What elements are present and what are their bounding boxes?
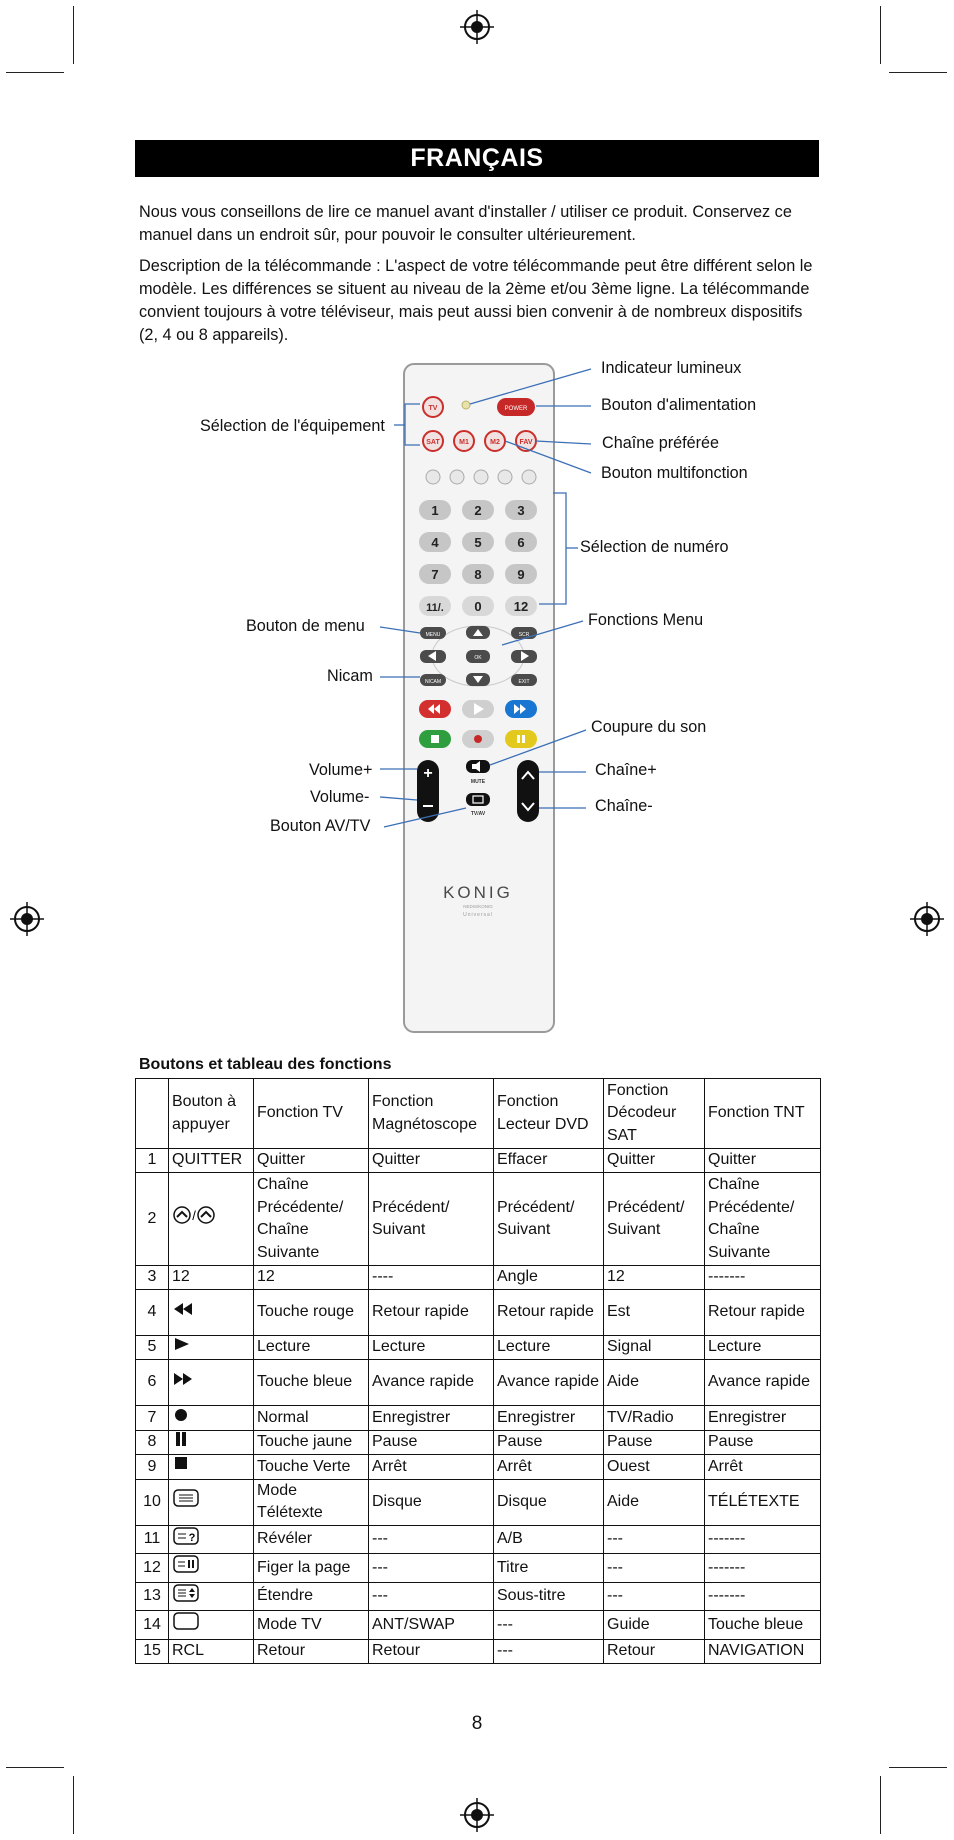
table-row [136,1406,821,1431]
row-number-cell: 2 [136,1173,169,1266]
tv-function-cell: Chaîne Précédente/ Chaîne Suivante [254,1173,369,1266]
button-cell: QUITTER [169,1149,254,1173]
dvd-function-cell: Précédent/ Suivant [494,1173,604,1266]
callout-ch-down: Chaîne- [595,797,653,815]
button-cell [169,1554,254,1583]
header-cell: Bouton à appuyer [169,1079,254,1149]
dvd-function-cell: Arrêt [494,1455,604,1480]
svg-text:8: 8 [474,567,482,582]
svg-text:7: 7 [431,567,439,582]
table-row [136,1430,821,1455]
crop-mark [889,1767,947,1768]
row-number-cell: 6 [136,1360,169,1406]
function-table [135,1078,821,1664]
vcr-function-cell: Lecture [369,1336,494,1360]
button-cell [169,1336,254,1360]
dvd-function-cell: Lecture [494,1336,604,1360]
page-number: 8 [471,1713,483,1734]
vcr-function-cell: Retour rapide [369,1290,494,1336]
teletext-icon [172,1488,200,1516]
callout-favorite: Chaîne préférée [602,434,719,452]
svg-text:NICAM: NICAM [424,679,442,685]
svg-text:1: 1 [431,503,439,518]
dvd-function-cell: --- [494,1611,604,1640]
sat-function-cell: Quitter [604,1149,705,1173]
expand-icon [172,1583,200,1611]
button-cell [169,1455,254,1480]
rewind-icon [172,1301,198,1324]
tv-function-cell: Touche rouge [254,1290,369,1336]
sat-function-cell: Retour [604,1639,705,1663]
tnt-function-cell: ------- [705,1582,821,1611]
button-cell: RCL [169,1639,254,1663]
table-title: Boutons et tableau des fonctions [139,1056,392,1073]
svg-text:NEDIS/KONIG: NEDIS/KONIG [463,904,493,909]
button-cell [169,1582,254,1611]
row-number-cell: 3 [136,1266,169,1290]
svg-text:2: 2 [474,503,482,518]
table-row [136,1290,821,1336]
dvd-function-cell: A/B [494,1525,604,1554]
tnt-function-cell: ------- [705,1554,821,1583]
table-row [136,1266,821,1290]
tv-function-cell: Révéler [254,1525,369,1554]
reveal-icon [172,1526,200,1554]
header-cell [136,1079,169,1149]
dvd-function-cell: Pause [494,1430,604,1455]
record-icon [172,1406,190,1430]
vcr-function-cell: ANT/SWAP [369,1611,494,1640]
table-row [136,1525,821,1554]
pause-icon [172,1431,190,1455]
description-paragraph: Description de la télécommande : L'aspect de votre télécommande peut être différent selon le modèle. Les différences se situent au niveau de la 2ème et/ou 3ème ligne. La télécommande convient toujours à votre téléviseur, mais peut aussi bien convenir à de nombreux dispositifs (2, 4 ou 8 appareils). [139,257,813,344]
tv-function-cell: Touche bleue [254,1360,369,1406]
svg-text:FAV: FAV [519,439,533,446]
svg-text:?: ? [188,1531,196,1544]
dvd-function-cell: Sous-titre [494,1582,604,1611]
crop-mark [73,1776,74,1834]
tnt-function-cell: Chaîne Précédente/ Chaîne Suivante [705,1173,821,1266]
svg-text:EXIT: EXIT [518,679,530,685]
tnt-function-cell: Touche bleue [705,1611,821,1640]
svg-text:MUTE: MUTE [470,779,486,785]
callout-indicator: Indicateur lumineux [601,359,742,377]
tnt-function-cell: Pause [705,1430,821,1455]
vcr-function-cell: Précédent/ Suivant [369,1173,494,1266]
table-row [136,1611,821,1640]
row-number-cell: 11 [136,1525,169,1554]
row-number-cell: 14 [136,1611,169,1640]
tnt-function-cell: NAVIGATION [705,1639,821,1663]
tnt-function-cell: Arrêt [705,1455,821,1480]
button-cell [169,1479,254,1525]
vcr-function-cell: --- [369,1582,494,1611]
svg-text:5: 5 [474,535,482,550]
header-cell: Fonction TV [254,1079,369,1149]
tnt-function-cell: Lecture [705,1336,821,1360]
tnt-function-cell: ------- [705,1525,821,1554]
callout-number-select: Sélection de numéro [580,538,729,556]
svg-text:M2: M2 [490,439,500,446]
dvd-function-cell: Enregistrer [494,1406,604,1431]
vcr-function-cell: Quitter [369,1149,494,1173]
registration-mark-icon [460,1798,494,1832]
table-row [136,1479,821,1525]
svg-text:4: 4 [431,535,439,550]
tnt-function-cell: Avance rapide [705,1360,821,1406]
button-cell [169,1173,254,1266]
callout-menu-functions: Fonctions Menu [588,611,704,629]
table-row [136,1455,821,1480]
up-arrows-icon [172,1205,216,1233]
callout-power: Bouton d'alimentation [601,396,757,414]
svg-text:/: / [192,1208,196,1224]
tv-mode-icon [172,1611,200,1639]
table-row [136,1360,821,1406]
vcr-function-cell: Avance rapide [369,1360,494,1406]
row-number-cell: 7 [136,1406,169,1431]
svg-text:Universal: Universal [463,912,493,918]
tnt-function-cell: Enregistrer [705,1406,821,1431]
svg-text:MENU: MENU [425,632,441,638]
tv-function-cell: Figer la page [254,1554,369,1583]
tv-function-cell: Touche jaune [254,1430,369,1455]
row-number-cell: 15 [136,1639,169,1663]
row-number-cell: 1 [136,1149,169,1173]
tnt-function-cell: Quitter [705,1149,821,1173]
vcr-function-cell: Retour [369,1639,494,1663]
callout-av-tv: Bouton AV/TV [270,817,371,835]
sat-function-cell: TV/Radio [604,1406,705,1431]
section-header: FRANÇAIS [135,140,819,177]
callout-ch-up: Chaîne+ [595,761,657,779]
fast-forward-icon [172,1371,198,1394]
tv-function-cell: Mode TV [254,1611,369,1640]
table-row [136,1336,821,1360]
play-icon [172,1336,192,1359]
table-row [136,1173,821,1266]
row-number-cell: 13 [136,1582,169,1611]
vcr-function-cell: Disque [369,1479,494,1525]
sat-function-cell: Guide [604,1611,705,1640]
sat-function-cell: Aide [604,1479,705,1525]
header-cell: Fonction TNT [705,1079,821,1149]
dvd-function-cell: Angle [494,1266,604,1290]
intro-paragraph: Nous vous conseillons de lire ce manuel avant d'installer / utiliser ce produit. Conservez ce manuel dans un endroit sûr, pour pouvoir le consulter ultérieurement. [139,203,792,244]
tnt-function-cell: Retour rapide [705,1290,821,1336]
tv-function-cell: Touche Verte [254,1455,369,1480]
row-number-cell: 10 [136,1479,169,1525]
tv-function-cell: Normal [254,1406,369,1431]
svg-text:M1: M1 [459,439,469,446]
callout-menu-button: Bouton de menu [246,617,365,635]
header-cell: Fonction Magnétoscope [369,1079,494,1149]
crop-mark [6,1767,64,1768]
tv-function-cell: Retour [254,1639,369,1663]
svg-text:SAT: SAT [426,439,440,446]
tnt-function-cell: TÉLÉTEXTE [705,1479,821,1525]
stop-icon [172,1455,190,1479]
header-cell: Fonction Décodeur SAT [604,1079,705,1149]
tv-function-cell: Quitter [254,1149,369,1173]
sat-function-cell: Pause [604,1430,705,1455]
vcr-function-cell: --- [369,1525,494,1554]
vcr-function-cell: ---- [369,1266,494,1290]
svg-text:POWER: POWER [504,406,528,412]
button-cell [169,1290,254,1336]
brand-logo: KONIG [443,883,513,902]
table-row [136,1554,821,1583]
sat-function-cell: 12 [604,1266,705,1290]
vcr-function-cell: Enregistrer [369,1406,494,1431]
dvd-function-cell: Avance rapide [494,1360,604,1406]
row-number-cell: 4 [136,1290,169,1336]
dvd-function-cell: Effacer [494,1149,604,1173]
sat-function-cell: --- [604,1554,705,1583]
row-number-cell: 9 [136,1455,169,1480]
sat-function-cell: Est [604,1290,705,1336]
callout-vol-up: Volume+ [309,761,373,779]
tv-function-cell: Lecture [254,1336,369,1360]
svg-text:12: 12 [513,599,529,614]
table-row [136,1639,821,1663]
callout-mute: Coupure du son [591,718,707,736]
button-cell [169,1525,254,1554]
table-row [136,1149,821,1173]
button-cell [169,1430,254,1455]
dvd-function-cell: Retour rapide [494,1290,604,1336]
svg-text:+: + [423,765,433,782]
svg-text:0: 0 [474,599,482,614]
tv-function-cell: Mode Télétexte [254,1479,369,1525]
sat-function-cell: Ouest [604,1455,705,1480]
tnt-function-cell: ------- [705,1266,821,1290]
svg-text:SCR: SCR [518,632,530,638]
dvd-function-cell: Titre [494,1554,604,1583]
sat-function-cell: Précédent/ Suivant [604,1173,705,1266]
svg-text:TV/AV: TV/AV [470,811,486,817]
vcr-function-cell: --- [369,1554,494,1583]
button-cell [169,1611,254,1640]
svg-text:6: 6 [517,535,525,550]
table-header-row [136,1079,821,1149]
sat-function-cell: --- [604,1582,705,1611]
button-cell [169,1406,254,1431]
row-number-cell: 5 [136,1336,169,1360]
button-cell: 12 [169,1266,254,1290]
tv-function-cell: Étendre [254,1582,369,1611]
callout-nicam: Nicam [327,667,373,685]
crop-mark [880,1776,881,1834]
svg-text:9: 9 [517,567,525,582]
sat-function-cell: --- [604,1525,705,1554]
vcr-function-cell: Arrêt [369,1455,494,1480]
row-number-cell: 8 [136,1430,169,1455]
header-cell: Fonction Lecteur DVD [494,1079,604,1149]
callout-device-select: Sélection de l'équipement [200,417,385,435]
svg-text:11/.: 11/. [426,602,444,614]
callout-multifunction: Bouton multifonction [601,464,748,482]
tv-function-cell: 12 [254,1266,369,1290]
table-row [136,1582,821,1611]
svg-text:OK: OK [474,655,482,661]
callout-vol-down: Volume- [310,788,370,806]
vcr-function-cell: Pause [369,1430,494,1455]
dvd-function-cell: Disque [494,1479,604,1525]
dvd-function-cell: --- [494,1639,604,1663]
hold-icon [172,1554,200,1582]
svg-text:3: 3 [517,503,525,518]
svg-text:TV: TV [428,405,438,412]
sat-function-cell: Signal [604,1336,705,1360]
sat-function-cell: Aide [604,1360,705,1406]
row-number-cell: 12 [136,1554,169,1583]
button-cell [169,1360,254,1406]
